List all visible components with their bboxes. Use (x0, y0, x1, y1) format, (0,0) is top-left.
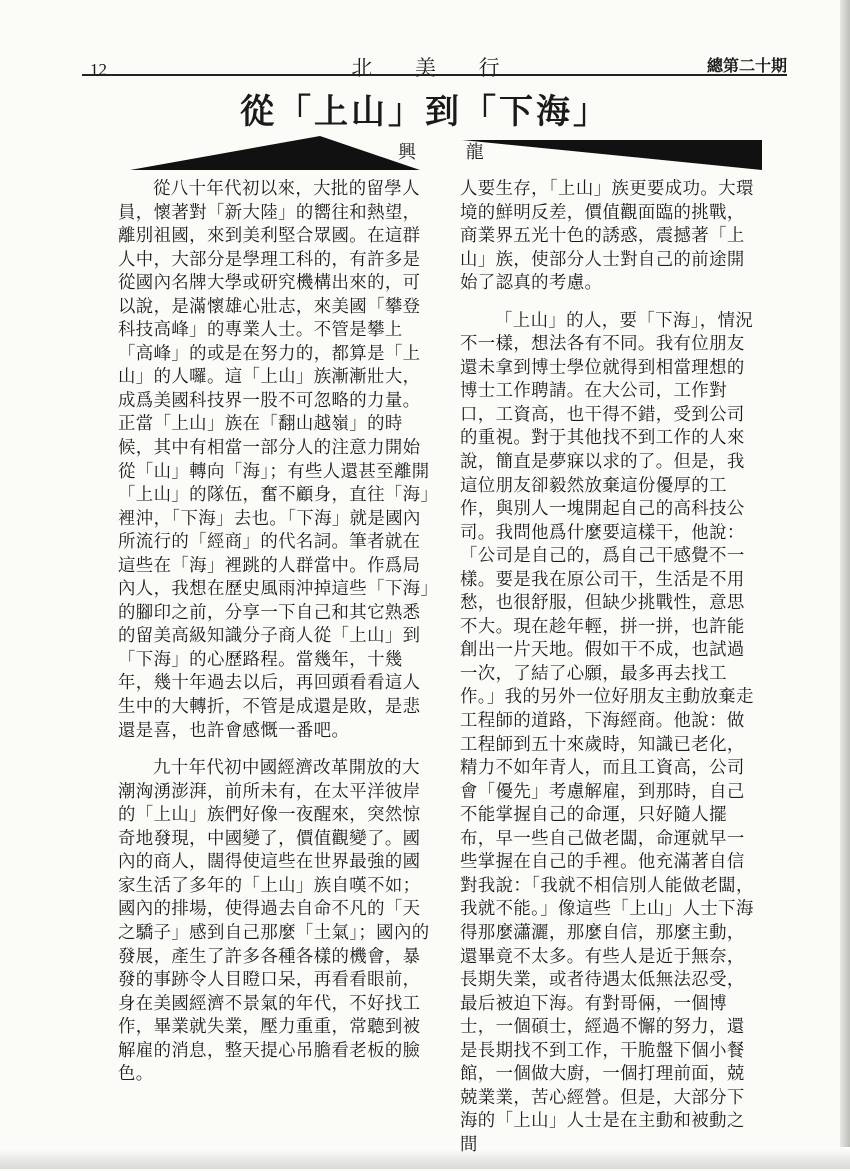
right-column (460, 178, 760, 1171)
paragraph: 人要生存，「上山」族更要成功。大環境的鮮明反差，價值觀面臨的挑戰，商業界五光十色的誘惑，震撼著「上山」族，使部分人士對自己的前途開始了認真的考慮。 (460, 179, 754, 294)
author-name: 興 龍 (398, 142, 506, 163)
journal-name: 北 美 行 (351, 56, 518, 80)
issue-number: 總第二十期 (706, 56, 787, 75)
page-edge-shadow-right (840, 0, 850, 1169)
left-column (118, 178, 430, 1101)
header-rule (82, 74, 787, 76)
paragraph: 九十年代初中國經濟改革開放的大潮洶湧澎湃，前所未有，在太平洋彼岸的「上山」族們好像一夜醒來，突然惊奇地發現，中國變了，價值觀變了。國內的商人，闊得使這些在世界最強的國家生活了多年的「上山」族自嘆不如；國內的排場，使得過去自命不凡的「天之驕子」感到自己那麼「土氣」；國內的發展，產生了許多各種各樣的機會，暴發的事跡令人目瞪口呆，再看看眼前，身在美國經濟不景氣的年代，不好找工作，畢業就失業，壓力重重，常聽到被解雇的消息，整天提心吊膽看老板的臉色。 (118, 758, 430, 1085)
page-number: 12 (90, 60, 107, 79)
article-title: 從「上山」到「下海」 (240, 92, 610, 132)
page-header (82, 44, 787, 80)
left-wedge-ornament (130, 136, 420, 172)
paragraph: 從八十年代初以來，大批的留學人員，懷著對「新大陸」的嚮往和熱望，離別祖國，來到美利堅合眾國。在這群人中，大部分是學理工科的，有許多是從國內名牌大學或研究機構出來的，可以說，是滿懷雄心壯志，來美國「攀登科技高峰」的專業人士。不管是攀上「高峰」的或是在努力的，都算是「上山」的人囉。這「上山」族漸漸壯大，成爲美國科技界一股不可忽略的力量。正當「上山」族在「翻山越嶺」的時候，其中有相當一部分人的注意力開始從「山」轉向「海」；有些人還甚至離開「上山」的隊伍，奮不顧身，直往「海」裡沖，「下海」去也。「下海」就是國內所流行的「經商」的代名詞。筆者就在這些在「海」裡跳的人群當中。作爲局內人，我想在歷史風雨沖掉這些「下海」的腳印之前，分享一下自己和其它熟悉的留美高級知識分子商人從「上山」到「下海」的心歷路程。當幾年，十幾年，幾十年過去以后，再回頭看看這人生中的大轉折，不管是成還是敗，是悲還是喜，也許會感慨一番吧。 (118, 179, 430, 741)
right-wedge-ornament (462, 140, 762, 174)
paragraph: 「上山」的人，要「下海」，情況不一樣，想法各有不同。我有位朋友還未拿到博士學位就得到相當理想的博士工作聘請。在大公司，工作對口，工資高，也干得不錯，受到公司的重視。對于其他找不到工作的人來說，簡直是夢寐以求的了。但是，我這位朋友卻毅然放棄這份優厚的工作，與別人一塊開起自己的高科技公司。我問他爲什麼要這樣干，他說：「公司是自己的，爲自己干感覺不一樣。要是我在原公司干，生活是不用愁，也很舒服，但缺少挑戰性，意思不大。現在趁年輕，拼一拼，也許能創出一片天地。假如干不成，也試過一次，了結了心願，最多再去找工作。」我的另外一位好朋友主動放棄走工程師的道路，下海經商。他說：做工程師到五十來歲時，知識已老化，精力不如年青人，而且工資高，公司會「優先」考慮解雇，到那時，自己不能掌握自己的命運，只好隨人擺布，早一些自己做老闆，命運就早一些掌握在自己的手裡。他充滿著自信對我說：「我就不相信別人能做老闆，我就不能。」像這些「上山」人士下海得那麼瀟灑，那麼自信，那麼主動，還畢竟不太多。有些人是近于無奈，長期失業，或者待遇太低無法忍受，最后被迫下海。有對哥倆，一個博士，一個碩士，經過不懈的努力，還是長期找不到工作，干脆盤下個小餐館，一個做大廚，一個打理前面，兢兢業業，苦心經營。但是，大部分下海的「上山」人士是在主動和被動之間 (460, 310, 754, 1155)
